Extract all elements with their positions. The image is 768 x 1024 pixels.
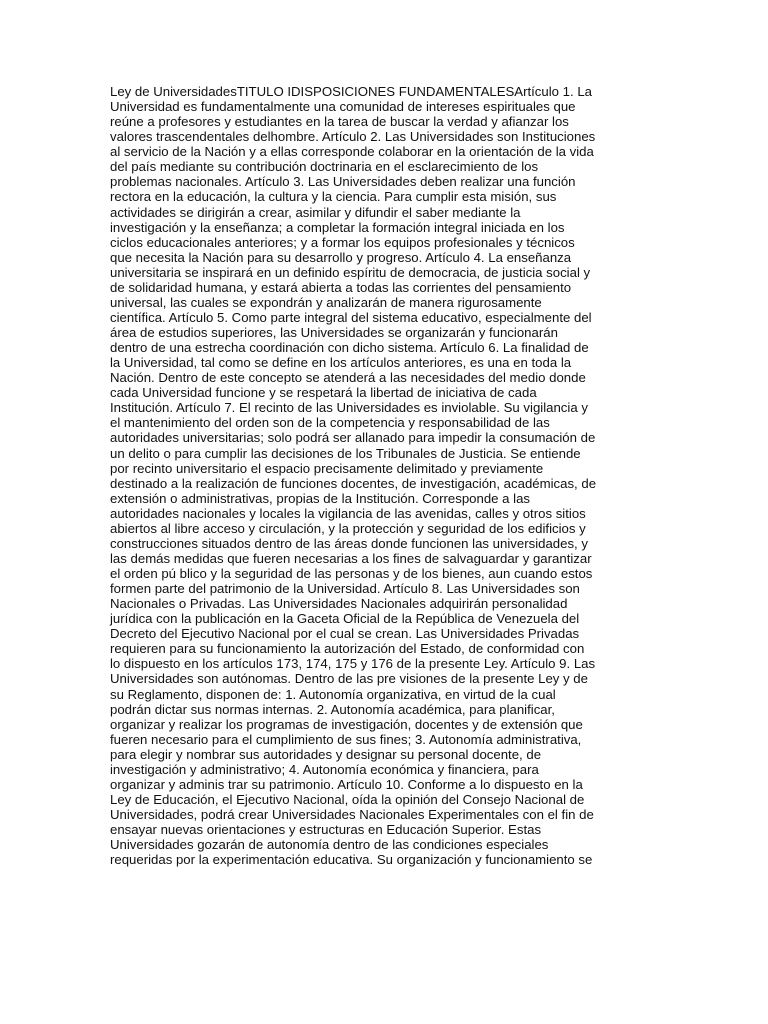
text-line: Ley de UniversidadesTITULO IDISPOSICIONES FUNDAMENTALESArtículo 1. La bbox=[110, 84, 592, 99]
text-line: las demás medidas que fueren necesarias a los fines de salvaguardar y garantizar bbox=[110, 550, 592, 566]
text-line: el orden pú blico y la seguridad de las personas y de los bienes, aun cuando estos bbox=[110, 566, 593, 581]
text-line: Nación. Dentro de este concepto se atenderá a las necesidades del medio donde bbox=[110, 370, 586, 386]
text-line: construcciones situados dentro de las áreas donde funcionen las universidades, y bbox=[110, 535, 588, 551]
text-line: del país mediante su contribución doctrinaria en el esclarecimiento de los bbox=[110, 159, 539, 175]
text-line: organizar y adminis trar su patrimonio. Artículo 10. Conforme a lo dispuesto en la bbox=[110, 776, 583, 792]
text-line: reúne a profesores y estudiantes en la tarea de buscar la verdad y afianzar los bbox=[110, 114, 569, 130]
text-line: requeridas por la experimentación educativa. Su organización y funcionamiento se bbox=[110, 852, 593, 868]
text-line: Decreto del Ejecutivo Nacional por el cual se crean. Las Universidades Privadas bbox=[110, 626, 580, 642]
text-line: autoridades universitarias; solo podrá ser allanado para impedir la consumación de bbox=[110, 430, 596, 446]
text-line: ciclos educacionales anteriores; y a formar los equipos profesionales y técnicos bbox=[110, 234, 575, 250]
text-line: al servicio de la Nación y a ellas corresponde colaborar en la orientación de la vida bbox=[110, 144, 594, 160]
text-line: el mantenimiento del orden son de la competencia y responsabilidad de las bbox=[110, 415, 550, 431]
text-line: podrán dictar sus normas internas. 2. Autonomía académica, para planificar, bbox=[110, 701, 555, 717]
text-line: científica. Artículo 5. Como parte integral del sistema educativo, especialmente del bbox=[110, 309, 592, 325]
text-line: por recinto universitario el espacio precisamente delimitado y previamente bbox=[110, 460, 544, 476]
text-line: Universidades gozarán de autonomía dentro de las condiciones especiales bbox=[110, 837, 549, 853]
text-line: Ley de Educación, el Ejecutivo Nacional, oída la opinión del Consejo Nacional de bbox=[110, 791, 585, 807]
text-line: requieren para su funcionamiento la autorización del Estado, de conformidad con bbox=[110, 641, 585, 657]
text-line: universitaria se inspirará en un definido espíritu de democracia, de justicia social y bbox=[110, 264, 591, 280]
text-line: rectora en la educación, la cultura y la ciencia. Para cumplir esta misión, sus bbox=[110, 189, 557, 205]
text-line: Universidad es fundamentalmente una comunidad de intereses espirituales que bbox=[110, 99, 576, 115]
law-text-body bbox=[110, 84, 658, 867]
text-line: organizar y realizar los programas de investigación, docentes y de extensión que bbox=[110, 716, 583, 732]
text-line: destinado a la realización de funciones docentes, de investigación, académicas, de bbox=[110, 475, 597, 491]
text-line: actividades se dirigirán a crear, asimilar y difundir el saber mediante la bbox=[110, 204, 521, 220]
text-line: fueren necesario para el cumplimiento de sus fines; 3. Autonomía administrativa, bbox=[110, 731, 582, 747]
text-line: dentro de una estrecha coordinación con dicho sistema. Artículo 6. La finalidad de bbox=[110, 340, 589, 356]
text-line: que necesita la Nación para su desarrollo y progreso. Artículo 4. La enseñanza bbox=[110, 249, 572, 265]
text-line: su Reglamento, disponen de: 1. Autonomía organizativa, en virtud de la cual bbox=[110, 686, 556, 702]
text-line: investigación y administrativo; 4. Autonomía económica y financiera, para bbox=[110, 761, 539, 777]
text-line: jurídica con la publicación en la Gaceta Oficial de la República de Venezuela del bbox=[110, 611, 580, 627]
text-line: Universidades son autónomas. Dentro de las pre visiones de la presente Ley y de bbox=[110, 671, 588, 687]
text-line: problemas nacionales. Artículo 3. Las Universidades deben realizar una función bbox=[110, 174, 576, 190]
text-line: cada Universidad funcione y se respetará la libertad de iniciativa de cada bbox=[110, 385, 537, 401]
text-line: Institución. Artículo 7. El recinto de las Universidades es inviolable. Su vigilancia y bbox=[110, 400, 588, 416]
text-line: ensayar nuevas orientaciones y estructuras en Educación Superior. Estas bbox=[110, 822, 542, 838]
text-line: universal, las cuales se expondrán y analizarán de manera rigurosamente bbox=[110, 294, 542, 310]
text-line: valores trascendentales delhombre. Artículo 2. Las Universidades son Instituciones bbox=[110, 129, 596, 145]
text-line: Nacionales o Privadas. Las Universidades Nacionales adquirirán personalidad bbox=[110, 596, 568, 612]
text-line: extensión o administrativas, propias de la Institución. Corresponde a las bbox=[110, 490, 531, 506]
text-line: autoridades nacionales y locales la vigilancia de las avenidas, calles y otros sitios bbox=[110, 505, 586, 521]
text-line: abiertos al libre acceso y circulación, y la protección y seguridad de los edificios y bbox=[110, 520, 586, 536]
text-line: área de estudios superiores, las Universidades se organizarán y funcionarán bbox=[110, 325, 558, 340]
text-line: lo dispuesto en los artículos 173, 174, 175 y 176 de la presente Ley. Artículo 9. Las bbox=[110, 656, 596, 672]
text-line: de solidaridad humana, y estará abierta a todas las corrientes del pensamiento bbox=[110, 279, 572, 295]
text-line: un delito o para cumplir las decisiones de los Tribunales de Justicia. Se entiende bbox=[110, 445, 581, 461]
text-line: la Universidad, tal como se define en los artículos anteriores, es una en toda la bbox=[110, 355, 572, 371]
text-line: para elegir y nombrar sus autoridades y designar su personal docente, de bbox=[110, 746, 542, 762]
text-line: Universidades, podrá crear Universidades Nacionales Experimentales con el fin de bbox=[110, 807, 594, 822]
text-line: investigación y la enseñanza; a completar la formación integral iniciada en los bbox=[110, 219, 565, 235]
text-line: formen parte del patrimonio de la Universidad. Artículo 8. Las Universidades son bbox=[110, 581, 580, 597]
